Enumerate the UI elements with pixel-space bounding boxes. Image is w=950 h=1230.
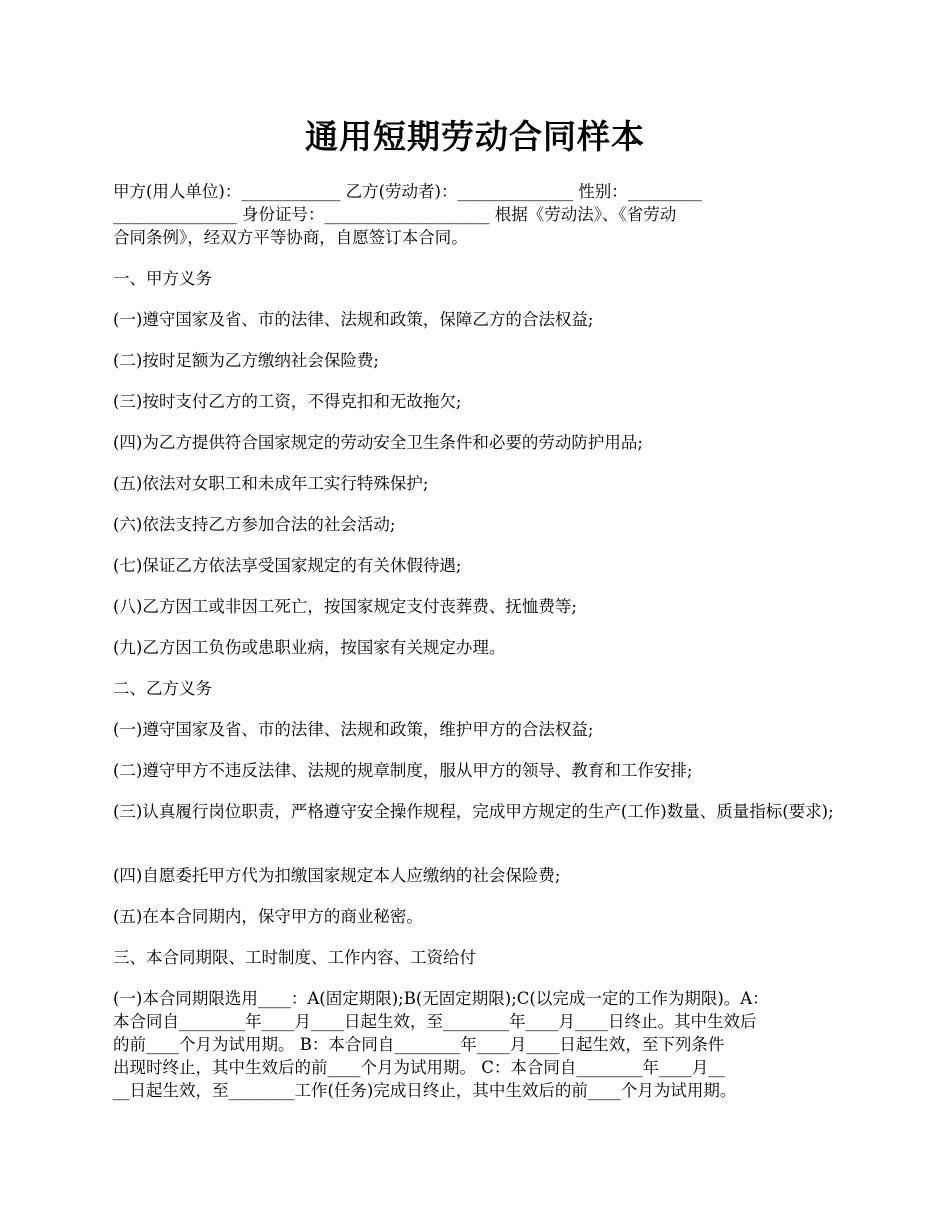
section-2-item: (四)自愿委托甲方代为扣缴国家规定本人应缴纳的社会保险费; <box>113 866 561 885</box>
header-line-2: _______________ 身份证号：____________________ 根据《劳动法》、《省劳动 <box>113 205 677 224</box>
header-line-3: 合同条例》，经双方平等协商，自愿签订本合同。 <box>113 228 468 247</box>
section-1-item: (七)保证乙方依法享受国家规定的有关休假待遇; <box>113 556 462 575</box>
section-2-item: (五)在本合同期内，保守甲方的商业秘密。 <box>113 907 423 926</box>
section-1-item: (一)遵守国家及省、市的法律、法规和政策，保障乙方的合法权益; <box>113 310 594 329</box>
section-1-item: (二)按时足额为乙方缴纳社会保险费; <box>113 351 379 370</box>
header-line-1: 甲方(用人单位)：____________ 乙方(劳动者)：______________ 性别：_________ <box>113 182 702 201</box>
section-1-item: (八)乙方因工或非因工死亡，按国家规定支付丧葬费、抚恤费等; <box>113 597 577 616</box>
section-1-item: (三)按时支付乙方的工资，不得克扣和无故拖欠; <box>113 392 462 411</box>
section-3-item-line: __日起生效，至________工作(任务)完成日终止，其中生效后的前____个月为试用期。 <box>113 1081 737 1100</box>
section-1-item: (九)乙方因工负伤或患职业病，按国家有关规定办理。 <box>113 638 506 657</box>
section-3-heading: 三、本合同期限、工时制度、工作内容、工资给付 <box>113 948 476 967</box>
section-1-heading: 一、甲方义务 <box>113 269 212 288</box>
section-1-item: (五)依法对女职工和未成年工实行特殊保护; <box>113 474 429 493</box>
section-3-item-line: (一)本合同期限选用____：A(固定期限);B(无固定期限);C(以完成一定的工作为期限)。A： <box>113 989 769 1008</box>
section-2-item: (二)遵守甲方不违反法律、法规的规章制度，服从甲方的领导、教育和工作安排; <box>113 761 693 780</box>
section-3-item-line: 本合同自________年____月____日起生效，至________年____月____日终止。其中生效后 <box>113 1012 757 1031</box>
section-2-item: (三)认真履行岗位职责，严格遵守安全操作规程，完成甲方规定的生产(工作)数量、质量指标(要求); <box>113 802 834 821</box>
section-1-item: (四)为乙方提供符合国家规定的劳动安全卫生条件和必要的劳动防护用品; <box>113 433 643 452</box>
section-2-item: (一)遵守国家及省、市的法律、法规和政策，维护甲方的合法权益; <box>113 720 594 739</box>
section-2-heading: 二、乙方义务 <box>113 679 212 698</box>
document-title: 通用短期劳动合同样本 <box>305 117 645 156</box>
section-3-item-line: 的前____个月为试用期。 B：本合同自________年____月____日起生效，至下列条件 <box>113 1035 725 1054</box>
section-3-item-line: 出现时终止，其中生效后的前____个月为试用期。 C：本合同自________年____月__ <box>113 1058 725 1077</box>
section-1-item: (六)依法支持乙方参加合法的社会活动; <box>113 515 396 534</box>
